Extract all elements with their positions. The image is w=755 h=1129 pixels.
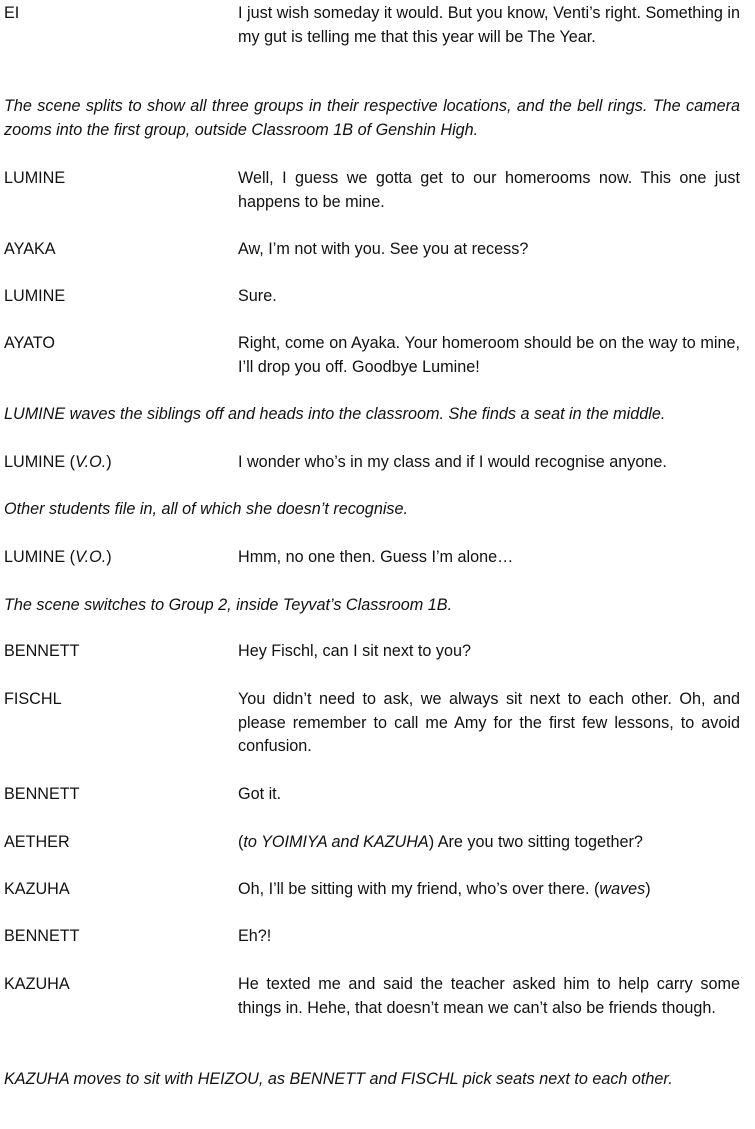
speaker-name: AYATO xyxy=(4,334,55,352)
action-line: KAZUHA moves to sit with HEIZOU, as BENNETT and FISCHL pick seats next to each other. xyxy=(4,1070,673,1088)
speaker-extension: V.O. xyxy=(75,548,107,566)
dialogue-text: I wonder who’s in my class and if I would recognise anyone. xyxy=(238,453,667,471)
action-line: Other students file in, all of which she doesn’t recognise. xyxy=(4,500,409,518)
speaker-extension: V.O. xyxy=(75,453,107,471)
dialogue-text: Well, I guess we gotta get to our homerooms now. This one just happens to be mine. xyxy=(238,169,740,211)
speaker-name: BENNETT xyxy=(4,642,80,660)
dialogue-text: (to YOIMIYA and KAZUHA) Are you two sitting together? xyxy=(238,833,643,851)
dialogue-text: Got it. xyxy=(238,785,282,803)
action-line: The scene splits to show all three groups in their respective locations, and the bell rings. The camera zooms into the first group, outside Classroom 1B of Genshin High. xyxy=(4,97,740,139)
parenthetical: to YOIMIYA and KAZUHA xyxy=(243,833,429,851)
speaker-name: KAZUHA xyxy=(4,880,70,898)
speaker-name: LUMINE (V.O.) xyxy=(4,548,112,566)
dialogue-text: Right, come on Ayaka. Your homeroom should be on the way to mine, I’ll drop you off. Goodbye Lumine! xyxy=(238,334,740,376)
dialogue-text: He texted me and said the teacher asked him to help carry some things in. Hehe, that doesn’t mean we can’t also be friends though. xyxy=(238,975,740,1017)
speaker-name: LUMINE xyxy=(4,287,66,305)
speaker-name: AYAKA xyxy=(4,240,56,258)
speaker-name-text: LUMINE xyxy=(4,453,66,471)
dialogue-line: Are you two sitting together? xyxy=(437,833,643,851)
speaker-name: AETHER xyxy=(4,833,70,851)
dialogue-text: Hey Fischl, can I sit next to you? xyxy=(238,642,472,660)
dialogue-text: You didn’t need to ask, we always sit next to each other. Oh, and please remember to call me Amy for the first few lessons, to avoid confusion. xyxy=(238,690,740,755)
action-line: The scene switches to Group 2, inside Teyvat’s Classroom 1B. xyxy=(4,596,453,614)
dialogue-line: Oh, I’ll be sitting with my friend, who’s over there. xyxy=(238,880,590,898)
dialogue-text: Oh, I’ll be sitting with my friend, who’s over there. (waves) xyxy=(238,880,651,898)
speaker-name: LUMINE xyxy=(4,169,66,187)
dialogue-text: Eh?! xyxy=(238,927,272,945)
speaker-name: FISCHL xyxy=(4,690,62,708)
dialogue-text: Sure. xyxy=(238,287,277,305)
speaker-name-text: LUMINE xyxy=(4,548,66,566)
speaker-name: KAZUHA xyxy=(4,975,70,993)
speaker-name: LUMINE (V.O.) xyxy=(4,453,112,471)
dialogue-text: I just wish someday it would. But you know, Venti’s right. Something in my gut is telling me that this year will be The Year. xyxy=(238,4,740,46)
speaker-name: BENNETT xyxy=(4,927,80,945)
parenthetical: waves xyxy=(599,880,646,898)
speaker-name: EI xyxy=(4,4,20,22)
speaker-name: BENNETT xyxy=(4,785,80,803)
dialogue-text: Hmm, no one then. Guess I’m alone… xyxy=(238,548,514,566)
dialogue-text: Aw, I’m not with you. See you at recess? xyxy=(238,240,529,258)
action-line: LUMINE waves the siblings off and heads into the classroom. She finds a seat in the middle. xyxy=(4,405,666,423)
